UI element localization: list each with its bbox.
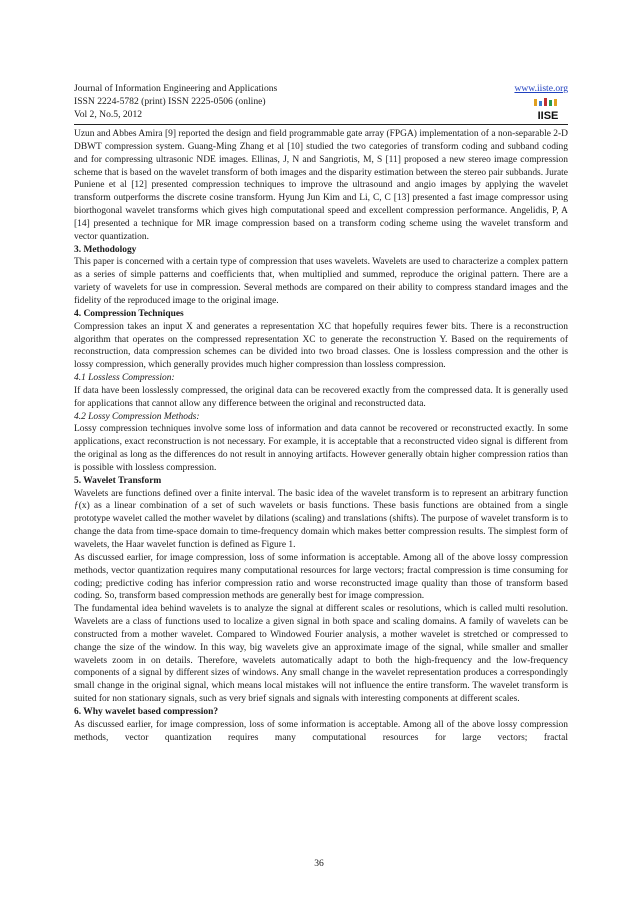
wavelet-paragraph-2: As discussed earlier, for image compression, loss of some information is acceptable. Among all of the above lossy compression methods, vector quantization requires many computational resources for large vectors; fractal compression is time consuming for coding; predictive coding has inferior compression ratio and worse reconstructed image quality than those of transform based coding. So, transform based compression methods are generally best for image compression. [74,552,568,602]
article-body [74,128,568,745]
running-header [74,82,568,122]
lossless-paragraph: If data have been losslessly compressed, the original data can be recovered exactly from the compressed data. It is generally used for applications that cannot allow any difference between the original and reconstructed data. [74,385,568,409]
page-number: 36 [314,858,324,869]
journal-url-link[interactable]: www.iiste.org [514,83,568,94]
intro-paragraph: Uzun and Abbes Amira [9] reported the design and field programmable gate array (FPGA) implementation of a non-separable 2-D DBWT compression system. Guang-Ming Zhang et al [10] studied the two categories of transform coding and subband coding and for compressing ultrasonic NDE images. Ellinas, J, N and Sangriotis, M, S [11] proposed a new stereo image compression scheme that is based on the wavelet transform of both images and the disparity estimation between the stereo pair subbands. Jurate Puniene et al [12] presented compression techniques to improve the ultrasound and angio images by applying the wavelet transform outperforms the discrete cosine transform. Hyung Jun Kim and Li, C, C [13] presented a fast image compressor using biorthogonal wavelet transforms which gives high computational speed and excellent compression performance. Angelidis, P, A [14] presented a technique for MR image compression based on a transform coding scheme using the wavelet transform and vector quantization. [74,129,568,242]
subheading-lossy: 4.2 Lossy Compression Methods: [74,411,200,422]
page-header-area [74,82,568,122]
journal-title: Journal of Information Engineering and Applications [74,83,278,94]
section-heading-wavelet: 5. Wavelet Transform [74,475,162,486]
wavelet-paragraph-3: The fundamental idea behind wavelets is to analyze the signal at different scales or resolutions, which is called multi resolution. Wavelets are a class of functions used to localize a given signal in both space and scaling domains. A family of wavelets can be constructed from a mother wavelet. Compared to Windowed Fourier analysis, a mother wavelet is stretched or compressed to change the size of the window. In this way, big wavelets give an approximate image of the signal, while smaller and smaller wavelets zoom in on details. Therefore, wavelets automatically adapt to both the high-frequency and the low-frequency components of a signal by different sizes of windows. Any small change in the wavelet representation produces a correspondingly small change in the original signal, which means local mistakes will not influence the entire transform. The wavelet transform is suited for non stationary signals, such as very brief signals and signals with interesting components at different scales. [74,604,568,705]
why-wavelet-paragraph: As discussed earlier, for image compression, loss of some information is acceptable. Among all of the above lossy compression methods, vector quantization requires many computational resources for large vectors; fractal [74,719,568,743]
lossy-paragraph: Lossy compression techniques involve some loss of information and data cannot be recovered or reconstructed exactly. In some applications, exact reconstruction is not necessary. For example, it is acceptable that a reconstructed video signal is different from the original as long as the differences do not result in annoying artifacts. However generally obtain higher compression ratios than is possible with lossless compression. [74,424,568,473]
subheading-lossless: 4.1 Lossless Compression: [74,373,175,384]
issn-line: ISSN 2224-5782 (print) ISSN 2225-0506 (online) [74,96,266,107]
methodology-paragraph: This paper is concerned with a certain type of compression that uses wavelets. Wavelets are used to characterize a complex pattern as a series of simple patterns and coefficients that, when multiplied and summed, reproduce the original pattern. There are a variety of wavelets for use in compression. Several methods are compared on their ability to compress standard images and the fidelity of the reproduced image to the original image. [74,257,568,306]
section-heading-methodology: 3. Methodology [74,244,137,255]
volume-line: Vol 2, No.5, 2012 [74,109,143,120]
iiste-logo [528,97,568,121]
wavelet-paragraph-1: Wavelets are functions defined over a finite interval. The basic idea of the wavelet transform is to represent an arbitrary function ƒ(x) as a linear combination of a set of such wavelets or basis functions. These basis functions are obtained from a single prototype wavelet called the mother wavelet by dilations (scaling) and translations (shifts). The purpose of wavelet transform is to change the data from time-space domain to time-frequency domain which makes better compression results. The simplest form of wavelets, the Haar wavelet function is defined as Figure 1. [74,488,568,550]
section-heading-why-wavelet: 6. Why wavelet based compression? [74,706,219,717]
section-heading-compression: 4. Compression Techniques [74,308,184,319]
header-rule [74,124,568,125]
compression-paragraph: Compression takes an input X and generates a representation XC that hopefully requires fewer bits. There is a reconstruction algorithm that operates on the compressed representation XC to generate the reconstruction Y. Based on the requirements of reconstruction, data compression schemes can be divided into two broad classes. One is lossless compression and the other is lossy compression, which generally provides much higher compression than lossless compression. [74,321,568,371]
logo-text: IISE [537,110,559,121]
header-left [74,82,568,121]
